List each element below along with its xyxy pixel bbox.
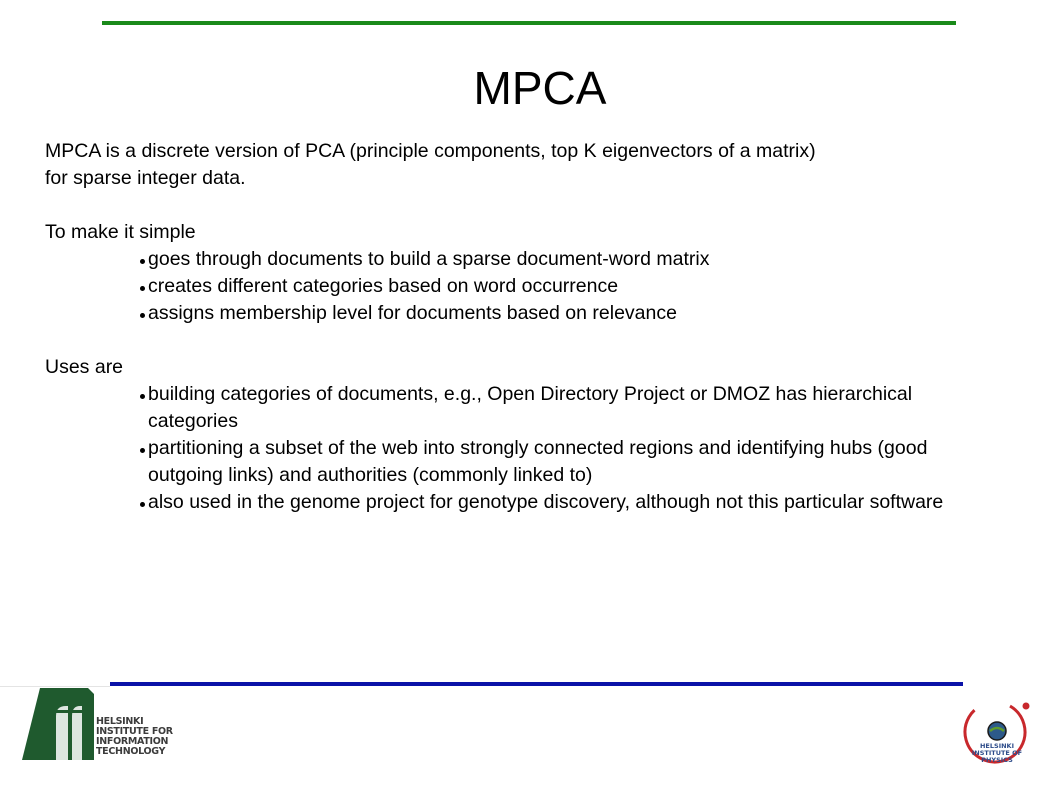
list-item: assigns membership level for documents based on relevance [140, 300, 1005, 327]
bullet-icon [140, 448, 145, 453]
bullet-icon [140, 286, 145, 291]
bullet-list-simple [45, 246, 1005, 327]
top-divider [102, 21, 956, 25]
list-item: partitioning a subset of the web into strongly connected regions and identifying hubs (good outgoing links) and authorities (commonly linked to) [140, 435, 1005, 489]
bullet-list-uses [45, 381, 1005, 516]
hip-logo-line-3: PHYSICS [981, 756, 1013, 764]
bullet-icon [140, 259, 145, 264]
intro-line-1: MPCA is a discrete version of PCA (principle components, top K eigenvectors of a matrix) [45, 140, 816, 162]
bullet-icon [140, 394, 145, 399]
bullet-icon [140, 502, 145, 507]
slide-body [45, 138, 1005, 516]
list-item: also used in the genome project for genotype discovery, although not this particular software [140, 489, 1005, 516]
section-heading-simple: To make it simple [45, 221, 196, 243]
slide-title: MPCA [473, 62, 607, 114]
hip-logo-line-1: HELSINKI [979, 742, 1015, 750]
list-item: goes through documents to build a sparse document-word matrix [140, 246, 1005, 273]
hip-logo-icon [956, 693, 1034, 771]
bullet-icon [140, 313, 145, 318]
hip-logo-line-2: INSTITUTE OF [971, 749, 1023, 757]
footer-shadow-line [0, 686, 110, 687]
list-item: creates different categories based on word occurrence [140, 273, 1005, 300]
intro-line-2: for sparse integer data. [45, 167, 246, 189]
hiit-logo-text: HELSINKI INSTITUTE FOR INFORMATION TECHNOLOGY [96, 716, 173, 757]
bottom-divider [110, 682, 963, 686]
list-item: building categories of documents, e.g., Open Directory Project or DMOZ has hierarchical categories [140, 381, 1005, 435]
section-heading-uses: Uses are [45, 356, 124, 378]
